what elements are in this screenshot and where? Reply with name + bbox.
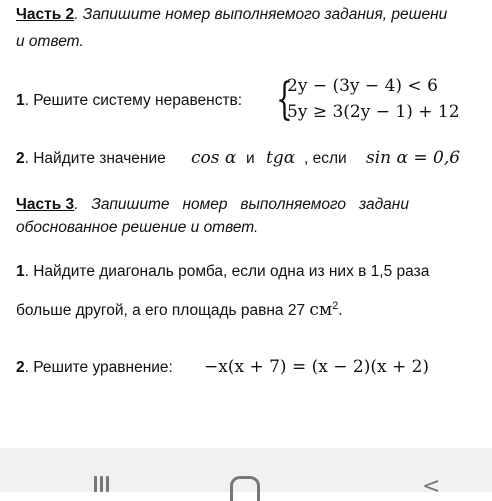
task2-1-prompt (16, 92, 242, 110)
task-text: . Найдите диагональ ромба, если одна из них в 1,5 раза (24, 263, 430, 280)
condition-sin: sin α = 0,6 (366, 148, 461, 168)
task3-1-line2 (16, 300, 343, 320)
part3-instruction: . Запишите номер выполняемого задани (74, 196, 409, 213)
inequality-1: 2y − (3y − 4) < 6 (287, 76, 438, 96)
recent-apps-icon (94, 476, 110, 492)
home-button[interactable] (216, 448, 276, 492)
task-number: 2 (16, 150, 25, 167)
task-text: . Решите уравнение: (24, 359, 173, 376)
task-text: . Найдите значение (24, 150, 166, 167)
task-number: 1 (16, 263, 25, 280)
system-brace: { (276, 74, 293, 125)
part3-heading: Часть 3 (16, 196, 75, 213)
back-icon: < (422, 474, 441, 499)
task3-1-line1 (16, 263, 429, 281)
home-icon (230, 476, 260, 501)
conj-text: и (246, 150, 255, 167)
part2-heading: Часть 2 (16, 6, 75, 23)
back-button[interactable] (402, 448, 462, 499)
expr-tg: tgα (266, 148, 296, 168)
inequality-2: 5y ≥ 3(2y − 1) + 12 (287, 102, 460, 122)
cond-text: , если (304, 150, 347, 167)
task2-2-prompt (16, 150, 166, 168)
task-number: 1 (16, 92, 25, 109)
system-navigation-bar (0, 448, 492, 499)
part2-instruction-line1 (16, 6, 447, 24)
recent-apps-button[interactable] (70, 448, 130, 492)
task-number: 2 (16, 359, 25, 376)
unit-exponent: 2 (332, 300, 339, 312)
part2-instruction: . Запишите номер выполняемого задания, решени (74, 6, 448, 23)
task3-2-prompt (16, 359, 173, 377)
part3-instruction-line2: обоснованное решение и ответ. (16, 219, 259, 236)
expr-cos: cos α (191, 148, 237, 168)
period: . (338, 302, 343, 320)
equation: −x(x + 7) = (x − 2)(x + 2) (204, 357, 430, 377)
part3-instruction-line1 (16, 196, 409, 214)
part2-instruction-line2: и ответ. (16, 33, 84, 50)
unit-cm: см (309, 300, 333, 321)
task-text-cont: больше другой, а его площадь равна 27 (16, 302, 306, 320)
task-text: . Решите систему неравенств: (24, 92, 243, 109)
